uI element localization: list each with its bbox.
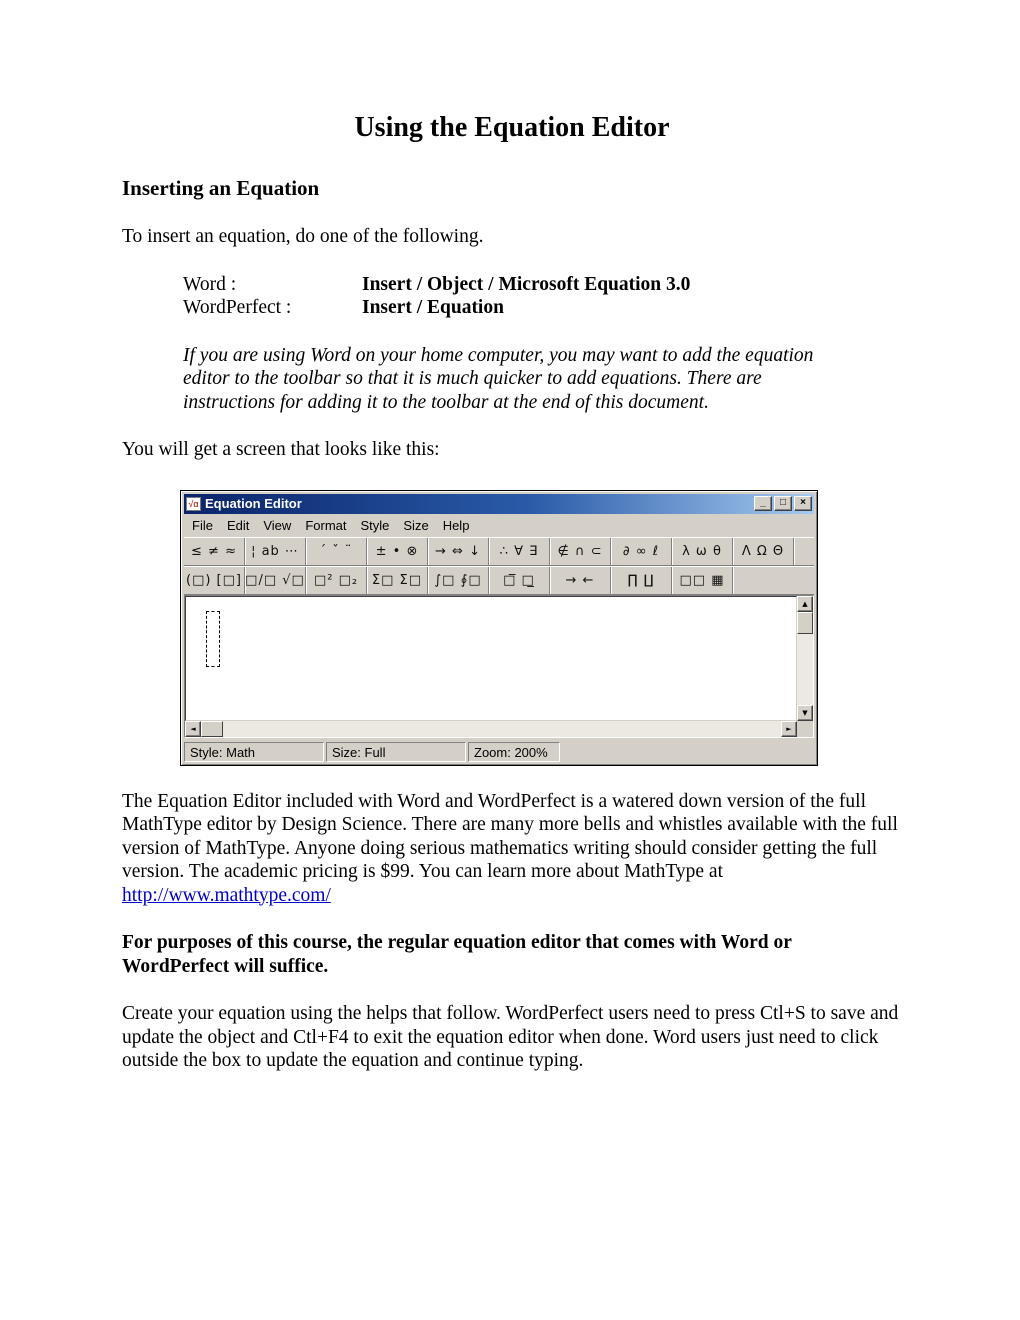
command-list [183,273,902,320]
horizontal-scroll-thumb[interactable] [201,721,223,737]
menu-help[interactable]: Help [442,517,470,533]
mathtype-link[interactable]: http://www.mathtype.com/ [122,884,331,906]
toolbar-spacer [794,538,814,565]
palette-greek-upper[interactable]: Λ Ω Θ [733,538,794,565]
palette-arrows[interactable]: → ⇔ ↓ [428,538,489,565]
minimize-button[interactable]: _ [754,496,772,511]
menu-bar [184,514,814,537]
palette-logical[interactable]: ∴ ∀ ∃ [489,538,550,565]
palette-misc-symbols[interactable]: ∂ ∞ ℓ [611,538,672,565]
window-titlebar[interactable] [184,494,814,514]
intro-paragraph: To insert an equation, do one of the following. [122,226,484,247]
status-size: Size: Full [326,742,466,762]
window-title: Equation Editor [205,496,302,511]
equation-editor-window [180,490,818,766]
palette-greek-lower[interactable]: λ ω θ [672,538,733,565]
scroll-right-icon[interactable]: ► [781,721,797,737]
palette-products[interactable]: ∏ ∐ [611,567,672,594]
palette-summation[interactable]: Σ□ Σ□ [367,567,428,594]
menu-style[interactable]: Style [360,517,390,533]
vertical-scrollbar[interactable] [797,596,813,721]
mathtype-paragraph [122,790,902,908]
palette-labeled-arrows[interactable]: → ← [550,567,611,594]
mathtype-text: The Equation Editor included with Word and WordPerfect is a watered down version of the full MathType editor by Design Science. There are many more bells and whistles available with the full version of MathType. Anyone doing serious mathematics writing should consider getting the full version. The academic pricing is $99. You can learn more about MathType at [122,790,898,882]
empty-equation-slot [206,611,220,667]
screen-intro: You will get a screen that looks like this: [122,439,440,460]
palette-fractions-radicals[interactable]: □/□ √□ [245,567,306,594]
closing-paragraph: Create your equation using the helps that follow. WordPerfect users need to press Ctl+S to save and update the object and Ctl+F4 to exit the equation editor when done. Word users just need to click outside the box to update the equation and continue typing. [122,1003,899,1071]
word-label: Word : [183,273,237,295]
vertical-scroll-thumb[interactable] [797,612,813,634]
palette-relational[interactable]: ≤ ≠ ≈ [184,538,245,565]
status-bar [184,742,814,762]
editor-client-area [184,595,814,738]
status-zoom: Zoom: 200% [468,742,560,762]
template-toolbar [184,566,814,595]
menu-file[interactable]: File [192,517,213,533]
palette-spaces-ellipses[interactable]: ¦ ab ⋯ [245,538,306,565]
palette-operators[interactable]: ± • ⊗ [367,538,428,565]
course-note: For purposes of this course, the regular equation editor that comes with Word or WordPerfect will suffice. [122,932,792,977]
word-command: Insert / Object / Microsoft Equation 3.0 [362,273,691,295]
vertical-scroll-track[interactable] [797,634,813,705]
equation-editor-icon: √α [186,497,201,511]
wordperfect-command: Insert / Equation [362,297,504,318]
menu-edit[interactable]: Edit [226,517,250,533]
palette-embellishments[interactable]: ´ ˇ ¨ [306,538,367,565]
palette-sub-superscript[interactable]: □² □₂ [306,567,367,594]
palette-integrals[interactable]: ∫□ ∮□ [428,567,489,594]
close-button[interactable]: × [794,496,812,511]
menu-view[interactable]: View [263,517,292,533]
palette-fences[interactable]: (□) [□] [184,567,245,594]
horizontal-scrollbar[interactable] [185,721,797,737]
wordperfect-label: WordPerfect : [183,297,292,318]
toolbar-spacer [733,567,814,594]
scroll-up-icon[interactable]: ▲ [797,596,813,612]
scroll-left-icon[interactable]: ◄ [185,721,201,737]
window-controls [752,496,812,511]
symbol-toolbar [184,537,814,566]
maximize-button[interactable]: □ [774,496,792,511]
scroll-down-icon[interactable]: ▼ [797,705,813,721]
equation-edit-area[interactable] [185,596,797,721]
palette-matrices[interactable]: □□ ▦ [672,567,733,594]
horizontal-scroll-track[interactable] [223,721,781,737]
home-computer-note: If you are using Word on your home computer, you may want to add the equation editor to the toolbar so that it is much quicker to add equations. There are instructions for adding it to the toolbar at the end of this document. [183,344,814,413]
menu-format[interactable]: Format [305,517,347,533]
word-command-row [183,273,902,297]
palette-bars[interactable]: □̅ □̲ [489,567,550,594]
palette-set-theory[interactable]: ∉ ∩ ⊂ [550,538,611,565]
page-title: Using the Equation Editor [354,112,670,143]
scrollbar-corner [797,721,813,737]
section-heading: Inserting an Equation [122,176,320,200]
status-style: Style: Math [184,742,324,762]
wordperfect-command-row [183,296,902,320]
menu-size[interactable]: Size [403,517,429,533]
